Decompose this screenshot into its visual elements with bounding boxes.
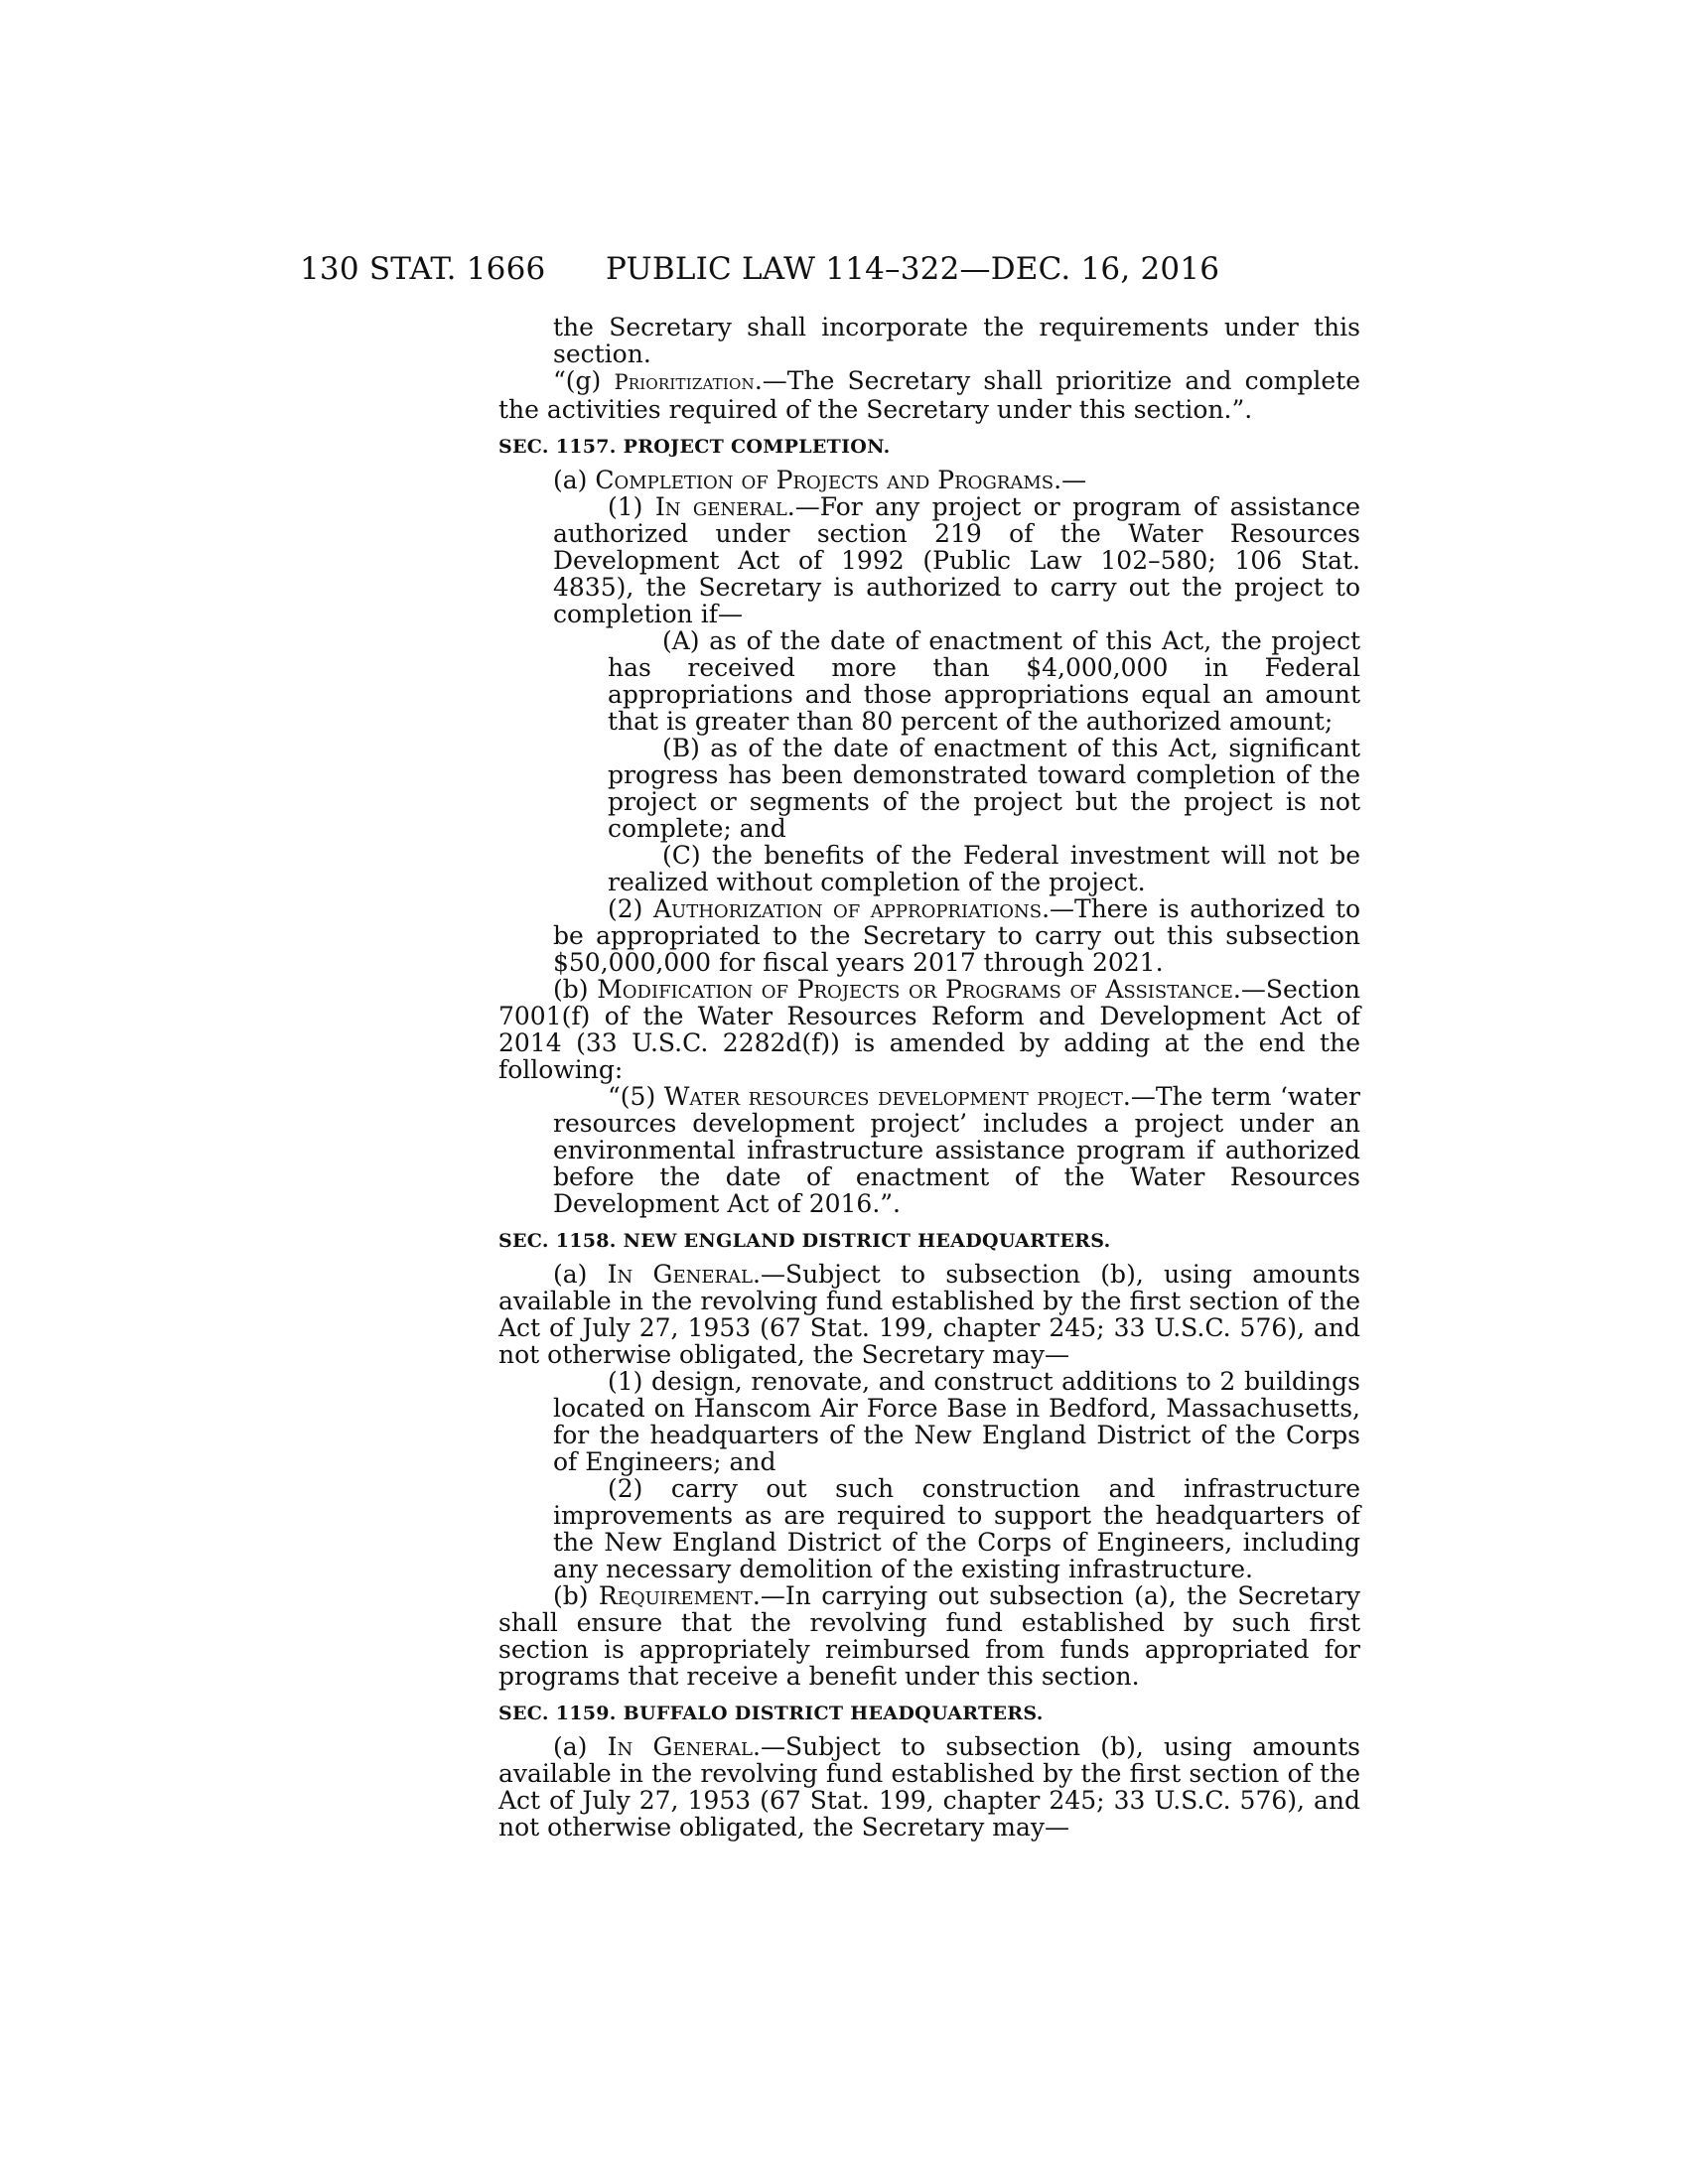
public-law-header: PUBLIC LAW 114–322—DEC. 16, 2016 <box>606 251 1220 287</box>
section-1158-b-heading: Requirement <box>598 1581 753 1610</box>
section-1159-subsection-a: (a) In General.—Subject to subsection (b), using amounts available in the revolving fund established by the first section of the Act of July 27, 1953 (67 Stat. 199, chapter 245; 33 U.S.C. 576), and not otherwise obligated, the Secretary may— <box>498 1732 1360 1842</box>
continuation-paragraph: the Secretary shall incorporate the requirements under this section. <box>553 313 1360 368</box>
subsection-g: “(g) Prioritization.—The Secretary shall prioritize and complete the activities required of the Secretary under this section.”. <box>498 366 1360 424</box>
section-1159-heading: SEC. 1159. BUFFALO DISTRICT HEADQUARTERS. <box>498 1703 1044 1724</box>
section-1157-b5-heading: Water resources development project <box>663 1082 1123 1111</box>
section-1157-a-heading: Completion of Projects and Programs <box>595 466 1055 494</box>
statute-page-reference: 130 STAT. 1666 <box>300 251 546 287</box>
section-1157-b-paragraph-5: “(5) Water resources development project.—The term ‘water resources development project’ includes a project under an environmental infrastructure assistance program if authorized before the date of enactment of the Water Resources Development Act of 2016.”. <box>553 1082 1361 1218</box>
section-1157-subsection-b: (b) Modification of Projects or Programs of Assistance.—Section 7001(f) of the Water Resources Reform and Development Act of 2014 (33 U.S.C. 2282d(f)) is amended by adding at the end the following: <box>498 975 1360 1084</box>
section-1157-subsection-a: (a) Completion of Projects and Programs.— <box>553 466 1087 494</box>
section-1157-b-heading: Modification of Projects or Programs of Assistance <box>597 975 1233 1004</box>
section-1159-a-heading: In General <box>607 1732 753 1761</box>
section-1157-a-paragraph-1: (1) In general.—For any project or program of assistance authorized under section 219 of the Water Resources Development Act of 1992 (Public Law 102–580; 106 Stat. 4835), the Secretary is authorized to carry out the project to completion if— <box>553 492 1360 628</box>
subsection-g-heading: Prioritization <box>614 370 755 394</box>
section-1157-a1-subparagraph-A: (A) as of the date of enactment of this Act, the project has received more than $4,000,000 in Federal appropriations and those appropriations equal an amount that is greater than 80 percent of the authorized amount; <box>608 626 1360 736</box>
section-1158-a-paragraph-1: (1) design, renovate, and construct additions to 2 buildings located on Hanscom Air Force Base in Bedford, Massachusetts, for the headquarters of the New England District of the Corps of Engineers; and <box>553 1367 1360 1476</box>
section-1158-a-heading: In General <box>607 1260 753 1289</box>
document-body <box>498 314 1360 1841</box>
section-1157-a1-heading: In general <box>654 492 787 521</box>
section-1157-a2-heading: Authorization of appropriations <box>652 894 1043 923</box>
section-1158-heading: SEC. 1158. NEW ENGLAND DISTRICT HEADQUARTERS. <box>498 1230 1111 1252</box>
section-1158-subsection-a: (a) In General.—Subject to subsection (b), using amounts available in the revolving fund established by the first section of the Act of July 27, 1953 (67 Stat. 199, chapter 245; 33 U.S.C. 576), and not otherwise obligated, the Secretary may— <box>498 1260 1360 1369</box>
section-1157-a-paragraph-2: (2) Authorization of appropriations.—There is authorized to be appropriated to the Secretary to carry out this subsection $50,000,000 for fiscal years 2017 through 2021. <box>553 894 1361 977</box>
section-1158-a-paragraph-2: (2) carry out such construction and infrastructure improvements as are required to support the headquarters of the New England District of the Corps of Engineers, including any necessary demolition of the existing infrastructure. <box>553 1474 1360 1583</box>
section-1158-subsection-b: (b) Requirement.—In carrying out subsection (a), the Secretary shall ensure that the revolving fund established by such first section is appropriately reimbursed from funds appropriated for programs that receive a benefit under this section. <box>498 1581 1360 1691</box>
section-1157-a1-subparagraph-C: (C) the benefits of the Federal investment will not be realized without completion of the project. <box>608 841 1360 896</box>
section-1157-heading: SEC. 1157. PROJECT COMPLETION. <box>498 436 891 458</box>
section-1157-a1-subparagraph-B: (B) as of the date of enactment of this Act, significant progress has been demonstrated toward completion of the project or segments of the project but the project is not complete; and <box>608 734 1360 843</box>
